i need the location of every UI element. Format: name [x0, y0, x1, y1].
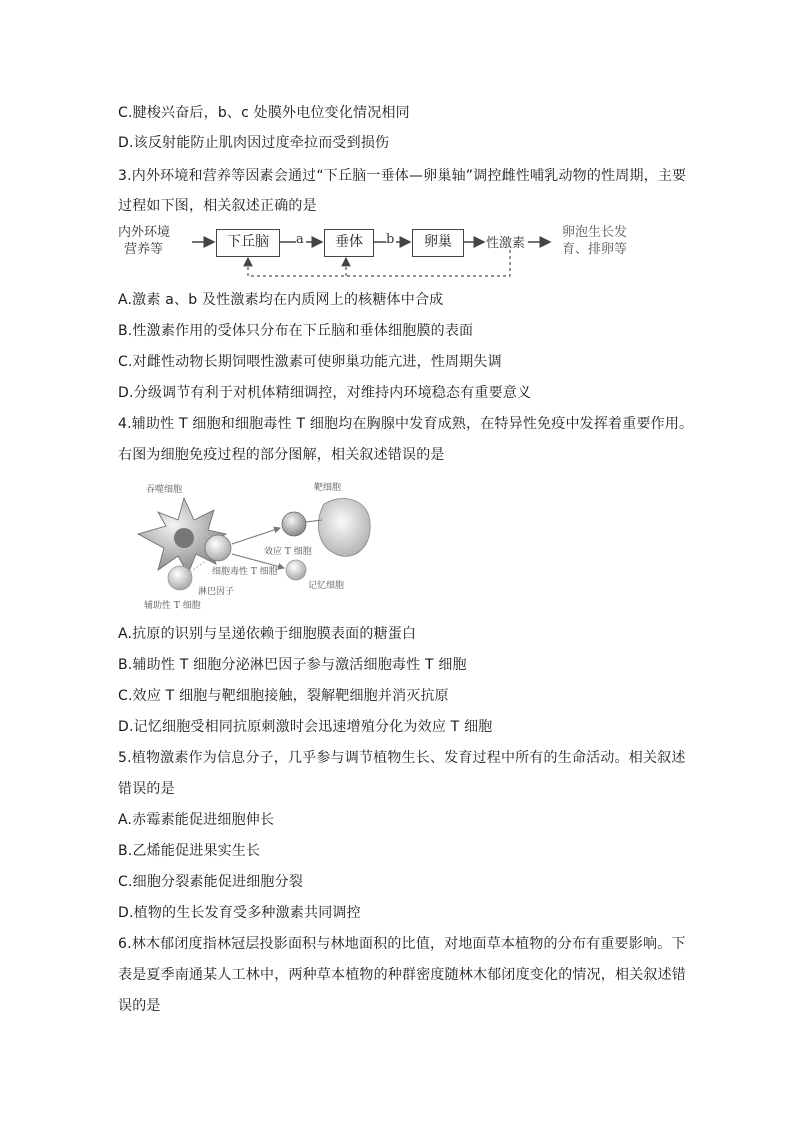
option-5c: C.细胞分裂素能促进细胞分裂: [118, 874, 304, 890]
question-3-stem: 3.内外环境和营养等因素会通过“下丘脑一垂体—卵巢轴”调控雌性哺乳动物的性周期，主要: [118, 168, 687, 184]
output-line-2: 育、排卵等: [562, 242, 628, 257]
question-6-stem-end: 误的是: [118, 998, 161, 1014]
label-apc: 吞噬细胞: [146, 485, 183, 495]
hpo-axis-diagram: [118, 220, 648, 282]
option-2d: D.该反射能防止肌肉因过度牵拉而受到损伤: [118, 135, 390, 151]
label-helper: 辅助性 T 细胞: [144, 601, 201, 611]
input-factors: [118, 224, 170, 258]
option-5a: A.赤霉素能促进细胞伸长: [118, 812, 275, 828]
output-effects: [562, 224, 627, 258]
question-6-stem-cont: 表是夏季南通某人工林中，两种草本植物的种群密度随林木郁闭度变化的情况，相关叙述错: [118, 967, 686, 983]
option-4c: C.效应 T 细胞与靶细胞接触，裂解靶细胞并消灭抗原: [118, 688, 449, 704]
question-5-stem: 5.植物激素作为信息分子，几乎参与调节植物生长、发育过程中所有的生命活动。相关叙述: [118, 750, 686, 766]
question-5-stem-cont: 错误的是: [118, 781, 175, 797]
option-3c: C.对雌性动物长期饲喂性激素可使卵巢功能亢进，性周期失调: [118, 354, 502, 370]
label-memory: 记忆细胞: [308, 581, 345, 591]
label-cytotoxic: 细胞毒性 T 细胞: [212, 567, 278, 577]
ovary-box: 卵巢: [412, 229, 464, 257]
immune-cells-illustration: [118, 474, 388, 614]
hormone-b-label: b: [386, 232, 395, 247]
cell-immunity-figure: [118, 474, 388, 614]
input-line-1: 内外环境: [118, 225, 171, 240]
question-6-stem: 6.林木郁闭度指林冠层投影面积与林地面积的比值，对地面草本植物的分布有重要影响。下: [118, 936, 686, 952]
option-5d: D.植物的生长发育受多种激素共同调控: [118, 905, 361, 921]
option-3d: D.分级调节有利于对机体精细调控，对维持内环境稳态有重要意义: [118, 385, 532, 401]
label-target: 靶细胞: [314, 483, 342, 493]
question-4-stem-cont: 右图为细胞免疫过程的部分图解，相关叙述错误的是: [118, 447, 445, 463]
sex-hormone-label: 性激素: [486, 236, 526, 251]
option-4b: B.辅助性 T 细胞分泌淋巴因子参与激活细胞毒性 T 细胞: [118, 657, 467, 673]
option-3b: B.性激素作用的受体只分布在下丘脑和垂体细胞膜的表面: [118, 323, 474, 339]
question-4-stem: 4.辅助性 T 细胞和细胞毒性 T 细胞均在胸腺中发育成熟，在特异性免疫中发挥着重要作用。: [118, 416, 694, 432]
label-effector: 效应 T 细胞: [264, 547, 312, 557]
pituitary-box: 垂体: [324, 229, 374, 257]
input-line-2: 营养等: [124, 242, 164, 257]
label-lymphokine: 淋巴因子: [198, 587, 235, 597]
output-line-1: 卵泡生长发: [562, 225, 628, 240]
option-3a: A.激素 a、b 及性激素均在内质网上的核糖体中合成: [118, 292, 444, 308]
hypothalamus-box: 下丘脑: [216, 229, 280, 257]
option-5b: B.乙烯能促进果实生长: [118, 843, 261, 859]
option-4a: A.抗原的识别与呈递依赖于细胞膜表面的糖蛋白: [118, 626, 417, 642]
hormone-a-label: a: [296, 232, 304, 247]
option-4d: D.记忆细胞受相同抗原刺激时会迅速增殖分化为效应 T 细胞: [118, 719, 493, 735]
option-2c: C.腱梭兴奋后，b、c 处膜外电位变化情况相同: [118, 105, 410, 121]
question-3-stem-cont: 过程如下图，相关叙述正确的是: [118, 198, 317, 214]
